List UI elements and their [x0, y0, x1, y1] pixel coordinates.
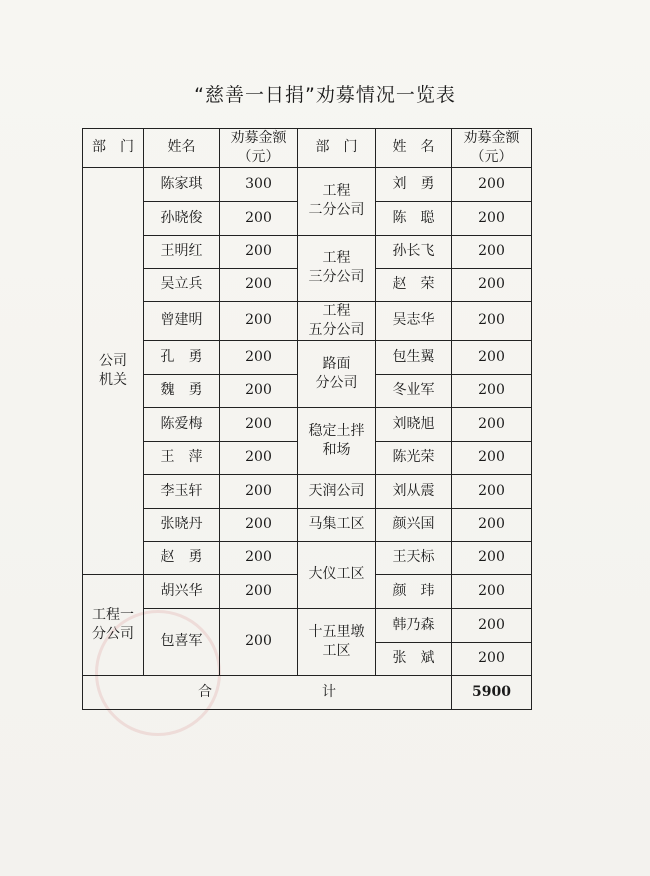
amount-cell: 200 — [452, 441, 532, 474]
total-row — [83, 675, 532, 709]
header-amount-2: 劝募金额 （元） — [452, 129, 532, 168]
dept-cell-right: 十五里墩 工区 — [298, 608, 376, 675]
amount-cell: 200 — [220, 201, 298, 235]
amount-cell: 200 — [220, 508, 298, 541]
amount-cell: 200 — [452, 340, 532, 374]
dept-cell-right: 工程 二分公司 — [298, 167, 376, 235]
amount-cell: 200 — [452, 374, 532, 407]
name-cell: 包喜军 — [144, 608, 220, 675]
dept-cell-right: 天润公司 — [298, 474, 376, 508]
dept-cell-company-hq: 公司 机关 — [83, 167, 144, 574]
name-cell: 陈爱梅 — [144, 407, 220, 441]
name-cell: 吴志华 — [376, 301, 452, 340]
table-row — [83, 407, 532, 441]
name-cell: 颜 玮 — [376, 574, 452, 608]
name-cell: 吴立兵 — [144, 268, 220, 301]
name-cell: 魏 勇 — [144, 374, 220, 407]
donation-table-wrapper — [82, 128, 532, 710]
amount-cell: 200 — [452, 574, 532, 608]
amount-cell: 200 — [220, 574, 298, 608]
table-row — [83, 340, 532, 374]
amount-cell: 200 — [220, 340, 298, 374]
amount-cell: 200 — [452, 301, 532, 340]
name-cell: 赵 荣 — [376, 268, 452, 301]
name-cell: 韩乃森 — [376, 608, 452, 642]
name-cell: 曾建明 — [144, 301, 220, 340]
header-name-2: 姓 名 — [376, 129, 452, 168]
amount-cell: 200 — [452, 167, 532, 201]
dept-cell-right: 马集工区 — [298, 508, 376, 541]
header-dept: 部 门 — [83, 129, 144, 168]
amount-cell: 200 — [452, 541, 532, 574]
name-cell: 陈光荣 — [376, 441, 452, 474]
name-cell: 冬业军 — [376, 374, 452, 407]
dept-cell-engineering-1: 工程一 分公司 — [83, 574, 144, 675]
amount-cell: 200 — [220, 268, 298, 301]
name-cell: 李玉轩 — [144, 474, 220, 508]
table-row — [83, 474, 532, 508]
name-cell: 孙长飞 — [376, 235, 452, 268]
table-row — [83, 301, 532, 340]
name-cell: 张 斌 — [376, 642, 452, 675]
amount-cell: 200 — [220, 608, 298, 675]
amount-cell: 200 — [220, 474, 298, 508]
dept-cell-right: 工程 五分公司 — [298, 301, 376, 340]
donation-table — [82, 128, 532, 710]
amount-cell: 200 — [452, 407, 532, 441]
amount-cell: 200 — [220, 407, 298, 441]
dept-cell-right: 工程 三分公司 — [298, 235, 376, 301]
name-cell: 胡兴华 — [144, 574, 220, 608]
name-cell: 孙晓俊 — [144, 201, 220, 235]
name-cell: 刘 勇 — [376, 167, 452, 201]
total-amount: 5900 — [452, 675, 532, 709]
amount-cell: 200 — [452, 201, 532, 235]
name-cell: 张晓丹 — [144, 508, 220, 541]
amount-cell: 200 — [452, 474, 532, 508]
amount-cell: 200 — [452, 268, 532, 301]
table-row — [83, 508, 532, 541]
header-dept-2: 部 门 — [298, 129, 376, 168]
amount-cell: 200 — [220, 374, 298, 407]
amount-cell: 200 — [220, 235, 298, 268]
name-cell: 刘晓旭 — [376, 407, 452, 441]
amount-cell: 200 — [220, 441, 298, 474]
amount-cell: 200 — [452, 508, 532, 541]
name-cell: 陈家琪 — [144, 167, 220, 201]
amount-cell: 200 — [452, 608, 532, 642]
table-row — [83, 167, 532, 201]
amount-cell: 200 — [220, 541, 298, 574]
dept-cell-right: 大仪工区 — [298, 541, 376, 608]
name-cell: 王明红 — [144, 235, 220, 268]
name-cell: 陈 聪 — [376, 201, 452, 235]
name-cell: 包生翼 — [376, 340, 452, 374]
dept-cell-right: 稳定土拌 和场 — [298, 407, 376, 474]
table-row — [83, 541, 532, 574]
table-row — [83, 608, 532, 642]
name-cell: 颜兴国 — [376, 508, 452, 541]
header-name: 姓名 — [144, 129, 220, 168]
name-cell: 王天标 — [376, 541, 452, 574]
name-cell: 孔 勇 — [144, 340, 220, 374]
table-row — [83, 235, 532, 268]
amount-cell: 200 — [220, 301, 298, 340]
table-header-row — [83, 129, 532, 168]
total-label: 合 计 — [83, 675, 452, 709]
name-cell: 赵 勇 — [144, 541, 220, 574]
page-title: “慈善一日捐”劝募情况一览表 — [194, 84, 456, 106]
name-cell: 刘从震 — [376, 474, 452, 508]
amount-cell: 200 — [452, 642, 532, 675]
name-cell: 王 萍 — [144, 441, 220, 474]
dept-cell-right: 路面 分公司 — [298, 340, 376, 407]
amount-cell: 300 — [220, 167, 298, 201]
amount-cell: 200 — [452, 235, 532, 268]
header-amount: 劝募金额 （元） — [220, 129, 298, 168]
